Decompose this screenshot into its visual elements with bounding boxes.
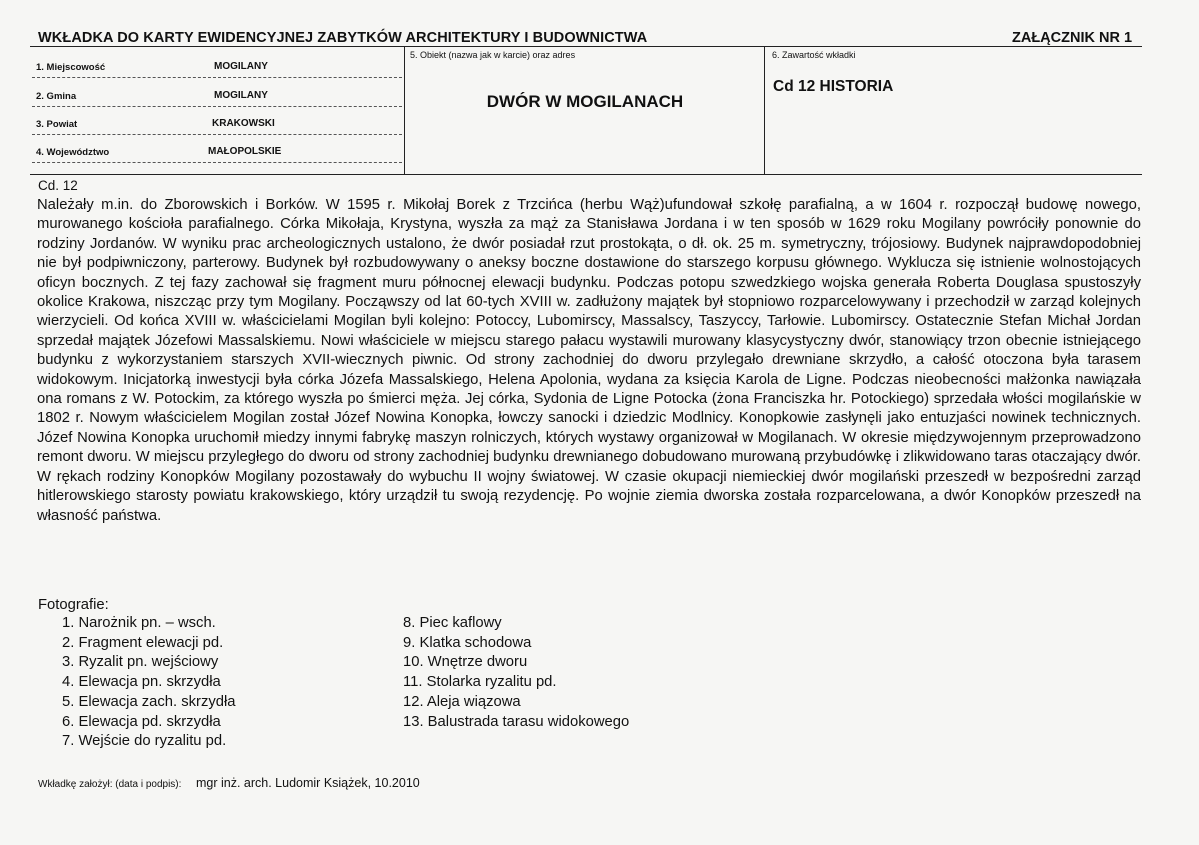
field-voivodeship-value: MAŁOPOLSKIE <box>208 146 282 157</box>
document-title: WKŁADKA DO KARTY EWIDENCYJNEJ ZABYTKÓW ARCHITEKTURY I BUDOWNICTWA <box>38 30 648 46</box>
column-divider-right <box>764 46 765 174</box>
field-voivodeship <box>32 144 402 163</box>
list-item: 9. Klatka schodowa <box>403 634 532 651</box>
list-item: 5. Elewacja zach. skrzydła <box>62 693 236 710</box>
list-item: 3. Ryzalit pn. wejściowy <box>62 654 219 671</box>
list-item: 13. Balustrada tarasu widokowego <box>403 713 630 730</box>
list-item: 10. Wnętrze dworu <box>403 654 528 671</box>
list-item: 1. Narożnik pn. – wsch. <box>62 615 216 631</box>
list-item: 7. Wejście do ryzalitu pd. <box>62 733 227 750</box>
list-item: 4. Elewacja pn. skrzydła <box>62 674 221 691</box>
section-code: Cd. 12 <box>38 178 78 193</box>
list-item: 8. Piec kaflowy <box>403 615 502 631</box>
field-county-label: 3. Powiat <box>36 119 78 130</box>
field-municipality-label: 2. Gmina <box>36 91 77 102</box>
field-municipality-value: MOGILANY <box>214 90 268 101</box>
author-signature: mgr inż. arch. Ludomir Książek, 10.2010 <box>196 776 420 790</box>
field-municipality <box>32 88 402 107</box>
attachment-number: ZAŁĄCZNIK NR 1 <box>1012 30 1133 46</box>
header-bottom-border <box>30 174 1142 175</box>
list-item: 11. Stolarka ryzalitu pd. <box>403 674 557 691</box>
list-item: 12. Aleja wiązowa <box>403 693 521 710</box>
field-locality <box>32 59 402 78</box>
column-divider-left <box>404 46 405 174</box>
object-label: 5. Obiekt (nazwa jak w karcie) oraz adres <box>410 50 576 60</box>
photos-heading: Fotografie: <box>38 597 109 613</box>
field-locality-value: MOGILANY <box>214 61 268 72</box>
field-county <box>32 116 402 135</box>
field-county-value: KRAKOWSKI <box>212 118 275 129</box>
header-top-border <box>30 46 1142 47</box>
author-label: Wkładkę założył: (data i podpis): <box>38 779 182 790</box>
list-item: 2. Fragment elewacji pd. <box>62 634 224 651</box>
object-name: DWÓR W MOGILANACH <box>486 92 684 111</box>
contents-value: Cd 12 HISTORIA <box>773 78 894 95</box>
field-locality-label: 1. Miejscowość <box>36 62 106 73</box>
photos-list-right <box>403 614 629 732</box>
contents-label: 6. Zawartość wkładki <box>772 50 856 60</box>
photos-list-left <box>62 614 236 752</box>
history-text: Należały m.in. do Zborowskich i Borków. W 1595 r. Mikołaj Borek z Trzcińca (herbu Wąż)ufundował szkołę parafialną, a w 1604 r. rozpoczął budowę nowego, murowanego kościoła parafialnego. Córka Mikołaja, Krystyna, wyszła za mąż za Stanisława Jordana i w ten sposób w 1629 roku Mogilany powróciły ponownie do rodziny Jordanów. W wyniku prac archeologicznych ustalono, że dwór posiadał rzut prostokąta, o dł. ok. 25 m. symetryczny, trójosiowy. Budynek najprawdopodobniej nie był podpiwniczony, parterowy. Budynek był rozbudowywany o aneksy boczne dostawione do starszego korpusu głównego. Wyklucza się istnienie wolnostojących oficyn bocznych. Z tej fazy zachował się fragment muru północnej elewacji budynku. Podczas potopu szwedzkiego wojska generała Roberta Douglasa spustoszyły okolice Krakowa, niszcząc przy tym Mogilany. Począwszy od lat 60-tych XVIII w. zadłużony majątek był stopniowo rozparcelowywany i przechodził w zarząd kolejnych wierzycieli. Od końca XVIII w. właścicielami Mogilan byli kolejno: Potoccy, Lubomirscy, Massalscy, Taszyccy, Tarłowie. Lubomirscy. Ostatecznie Stefan Michał Jordan sprzedał majątek Józefowi Massalskiemu. Nowi właściciele w miejscu starego pałacu wystawili murowany klasycystyczny dwór, stanowiący trzon obecnie istniejącego budynku z wykorzystaniem starszych XVII-wiecznych piwnic. Od strony zachodniej do dworu przylegało drewniane skrzydło, a całość otoczona była tarasem widokowym. Inicjatorką inwestycji była córka Józefa Massalskiego, Helena Apolonia, wydana za księcia Karola de Ligne. Podczas nieobecności małżonka nawiązała ona romans z W. Potockim, za którego wyszła po śmierci męża. Jej córka, Sydonia de Ligne Potocka (żona Franciszka hr. Potockiego) sprzedała włości mogilańskie w 1802 r. Nowym właścicielem Mogilan został Józef Nowina Konopka, łowczy sanocki i dziedzic Modlnicy. Konopkowie zasłynęli jako entuzjaści nowinek technicznych. Józef Nowina Konopka uruchomił miedzy innymi fabrykę maszyn rolniczych, których wystawy organizował w Mogilanach. W okresie międzywojennym przeprowadzono remont dworu. W miejscu przyległego do dworu od strony zachodniej budynku drewnianego dobudowano murowaną przybudówkę i zlikwidowano taras otaczający dwór. W rękach rodziny Konopków Mogilany pozostawały do wybuchu II wojny światowej. W czasie okupacji niemieckiej dwór mogilański przeszedł w bezpośredni zarząd hitlerowskiego starosty powiatu krakowskiego, który urządził tu swoją rezydencję. Po wojnie ziemia dworska została rozparcelowana, a dwór Konopków przeszedł na własność państwa. <box>37 197 1141 524</box>
field-voivodeship-label: 4. Województwo <box>36 147 110 158</box>
list-item: 6. Elewacja pd. skrzydła <box>62 713 221 730</box>
